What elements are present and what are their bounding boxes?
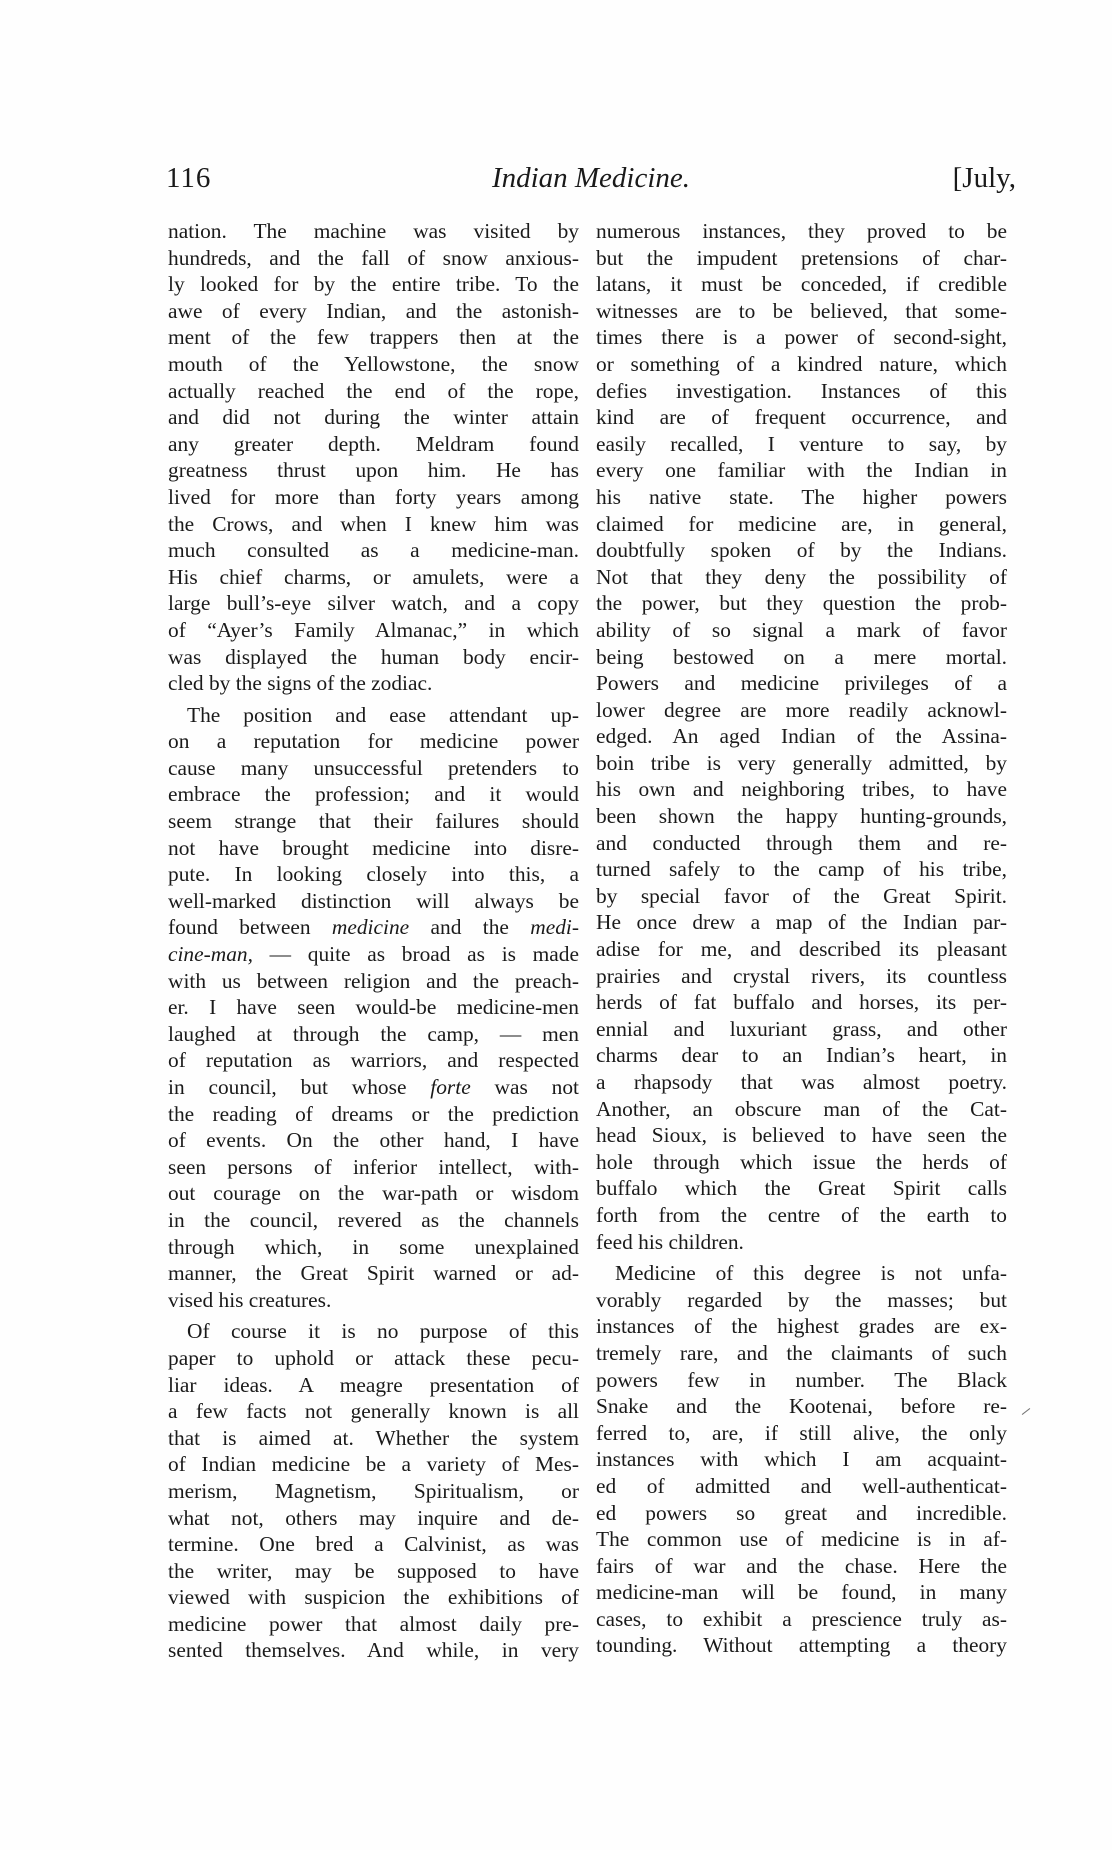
text-line: ennial and luxuriant grass, and other	[596, 1016, 1007, 1041]
text-line: defies investigation. Instances of this	[596, 378, 1007, 403]
text-line: tounding. Without attempting a theory	[596, 1633, 1007, 1658]
text-line: well-marked distinction will always be	[168, 888, 579, 913]
text-line: cause many unsuccessful pretenders to	[168, 755, 579, 780]
text-line: Snake and the Kootenai, before re-	[596, 1394, 1007, 1419]
right-column	[596, 218, 1007, 1659]
text-line: and did not during the winter attain	[168, 405, 579, 430]
text-line: in the council, revered as the channels	[168, 1207, 579, 1232]
text-line: greatness thrust upon him. He has	[168, 458, 579, 483]
text-line: on a reputation for medicine power	[168, 729, 579, 754]
text-line: nation. The machine was visited by	[168, 219, 579, 243]
text-line: ed powers so great and incredible.	[596, 1500, 1007, 1525]
text-line: much consulted as a medicine-man.	[168, 538, 579, 563]
text-line: Powers and medicine privileges of a	[596, 671, 1007, 696]
paragraph-start-line: The position and ease attendant up-	[187, 702, 579, 727]
text-line-mixed	[168, 1074, 579, 1101]
text-line: of “Ayer’s Family Almanac,” in which	[168, 617, 579, 642]
text-line: His chief charms, or amulets, were a	[168, 564, 579, 589]
text-line: seen persons of inferior intellect, with-	[168, 1154, 579, 1179]
text-line: buffalo which the Great Spirit calls	[596, 1176, 1007, 1201]
text-line: every one familiar with the Indian in	[596, 458, 1007, 483]
text-line: of Indian medicine be a variety of Mes-	[168, 1452, 579, 1477]
text-line: pute. In looking closely into this, a	[168, 862, 579, 887]
text-line: laughed at through the camp, — men	[168, 1021, 579, 1046]
text-line: awe of every Indian, and the astonish-	[168, 298, 579, 323]
text-line: the reading of dreams or the prediction	[168, 1101, 579, 1126]
text-line: er. I have seen would-be medicine-men	[168, 995, 579, 1020]
text-line: lived for more than forty years among	[168, 484, 579, 509]
text-line: medicine power that almost daily pre-	[168, 1611, 579, 1636]
text-line: out courage on the war-path or wisdom	[168, 1181, 579, 1206]
text-line: large bull’s-eye silver watch, and a copy	[168, 591, 579, 616]
text-line: instances with which I am acquaint-	[596, 1447, 1007, 1472]
text-line: kind are of frequent occurrence, and	[596, 405, 1007, 430]
text-line: merism, Magnetism, Spiritualism, or	[168, 1478, 579, 1503]
italic-term: medi-	[530, 915, 579, 940]
text-line: instances of the highest grades are ex-	[596, 1314, 1007, 1339]
text-line: was displayed the human body encir-	[168, 644, 579, 669]
text-line: ability of so signal a mark of favor	[596, 617, 1007, 642]
text-line: claimed for medicine are, in general,	[596, 511, 1007, 536]
text-line: actually reached the end of the rope,	[168, 378, 579, 403]
text-run: in council, but whose	[168, 1075, 407, 1099]
text-line: cases, to exhibit a prescience truly as-	[596, 1606, 1007, 1631]
margin-pencil-mark	[1022, 1408, 1030, 1415]
text-line: ferred to, are, if still alive, the only	[596, 1420, 1007, 1445]
text-line: paper to uphold or attack these pecu-	[168, 1345, 579, 1370]
text-line: not have brought medicine into disre-	[168, 835, 579, 860]
text-line: manner, the Great Spirit warned or ad-	[168, 1261, 579, 1286]
text-line: forth from the centre of the earth to	[596, 1202, 1007, 1227]
running-head	[166, 158, 1016, 198]
text-run: found between	[168, 915, 311, 940]
text-line: sented themselves. And while, in very	[168, 1638, 579, 1663]
paragraph-start-line: Of course it is no purpose of this	[187, 1319, 579, 1344]
text-line: or something of a kindred nature, which	[596, 351, 1007, 376]
page-number: 116	[166, 162, 212, 194]
text-run: and the	[430, 915, 509, 940]
text-line: edged. An aged Indian of the Assina-	[596, 724, 1007, 749]
text-line: what not, others may inquire and de-	[168, 1505, 579, 1530]
text-line-mixed	[168, 914, 579, 941]
text-line: his native state. The higher powers	[596, 484, 1007, 509]
text-line: medicine-man will be found, in many	[596, 1580, 1007, 1605]
text-line: a rhapsody that was almost poetry.	[596, 1070, 1007, 1094]
text-line: hole through which issue the herds of	[596, 1149, 1007, 1174]
text-line: times there is a power of second-sight,	[596, 325, 1007, 350]
text-line: vorably regarded by the masses; but	[596, 1287, 1007, 1312]
text-line: termine. One bred a Calvinist, as was	[168, 1532, 579, 1557]
text-line: with us between religion and the preach-	[168, 968, 579, 993]
italic-term: forte	[430, 1075, 471, 1099]
text-line: been shown the happy hunting-grounds,	[596, 804, 1007, 829]
text-line: easily recalled, I venture to say, by	[596, 431, 1007, 456]
text-line: latans, it must be conceded, if credible	[596, 272, 1007, 297]
italic-term: cine-man,	[168, 942, 253, 967]
text-line: being bestowed on a mere mortal.	[596, 644, 1007, 669]
text-line: that is aimed at. Whether the system	[168, 1425, 579, 1450]
left-column	[168, 218, 579, 1664]
text-line: any greater depth. Meldram found	[168, 431, 579, 456]
italic-term: medicine	[331, 915, 410, 940]
text-line: ed of admitted and well-authenticat-	[596, 1473, 1007, 1498]
text-line: doubtfully spoken of by the Indians.	[596, 538, 1007, 563]
text-line: of reputation as warriors, and respected	[168, 1048, 579, 1073]
text-line: by special favor of the Great Spirit.	[596, 883, 1007, 908]
text-line: liar ideas. A meagre presentation of	[168, 1372, 579, 1397]
text-line: Another, an obscure man of the Cat-	[596, 1096, 1007, 1121]
text-line: vised his creatures.	[168, 1287, 332, 1312]
text-line: numerous instances, they proved to be	[596, 219, 1007, 243]
text-line: through which, in some unexplained	[168, 1234, 579, 1259]
paragraph-start-line: Medicine of this degree is not unfa-	[615, 1261, 1007, 1286]
text-line: ly looked for by the entire tribe. To the	[168, 272, 579, 297]
text-line: cled by the signs of the zodiac.	[168, 671, 433, 696]
text-line: ment of the few trappers then at the	[168, 325, 579, 350]
text-line: head Sioux, is believed to have seen the	[596, 1123, 1007, 1148]
text-line: powers few in number. The Black	[596, 1367, 1007, 1392]
text-line: turned safely to the camp of his tribe,	[596, 857, 1007, 882]
text-line: fairs of war and the chase. Here the	[596, 1553, 1007, 1578]
text-line: the power, but they question the prob-	[596, 591, 1007, 616]
text-line: his own and neighboring tribes, to have	[596, 777, 1007, 802]
text-line: prairies and crystal rivers, its countless	[596, 963, 1007, 988]
text-line: herds of fat buffalo and horses, its per-	[596, 990, 1007, 1015]
text-line: embrace the profession; and it would	[168, 782, 579, 807]
text-line: and conducted through them and re-	[596, 830, 1007, 855]
text-line: He once drew a map of the Indian par-	[596, 910, 1007, 935]
running-title: Indian Medicine.	[491, 162, 691, 194]
text-run: — quite as broad as is made	[269, 942, 579, 967]
text-line: of events. On the other hand, I have	[168, 1128, 579, 1153]
text-line: The common use of medicine is in af-	[596, 1527, 1007, 1552]
text-line: viewed with suspicion the exhibitions of	[168, 1585, 579, 1610]
text-line: hundreds, and the fall of snow anxious-	[168, 245, 579, 270]
text-line: tremely rare, and the claimants of such	[596, 1340, 1007, 1365]
text-line: boin tribe is very generally admitted, by	[596, 750, 1007, 775]
text-line: mouth of the Yellowstone, the snow	[168, 351, 579, 376]
text-line: the Crows, and when I knew him was	[168, 511, 579, 536]
text-line-mixed	[168, 941, 579, 968]
text-line: seem strange that their failures should	[168, 809, 579, 834]
text-line: but the impudent pretensions of char-	[596, 245, 1007, 270]
text-run: was not	[494, 1075, 579, 1099]
text-line: Not that they deny the possibility of	[596, 564, 1007, 589]
text-line: witnesses are to be believed, that some-	[596, 298, 1007, 323]
text-line: adise for me, and described its pleasant	[596, 937, 1007, 962]
text-line: the writer, may be supposed to have	[168, 1558, 579, 1583]
text-line: a few facts not generally known is all	[168, 1399, 579, 1424]
text-line: lower degree are more readily acknowl-	[596, 697, 1007, 722]
running-date: [July,	[952, 162, 1016, 194]
text-line: charms dear to an Indian’s heart, in	[596, 1043, 1007, 1068]
text-line: feed his children.	[596, 1229, 744, 1254]
